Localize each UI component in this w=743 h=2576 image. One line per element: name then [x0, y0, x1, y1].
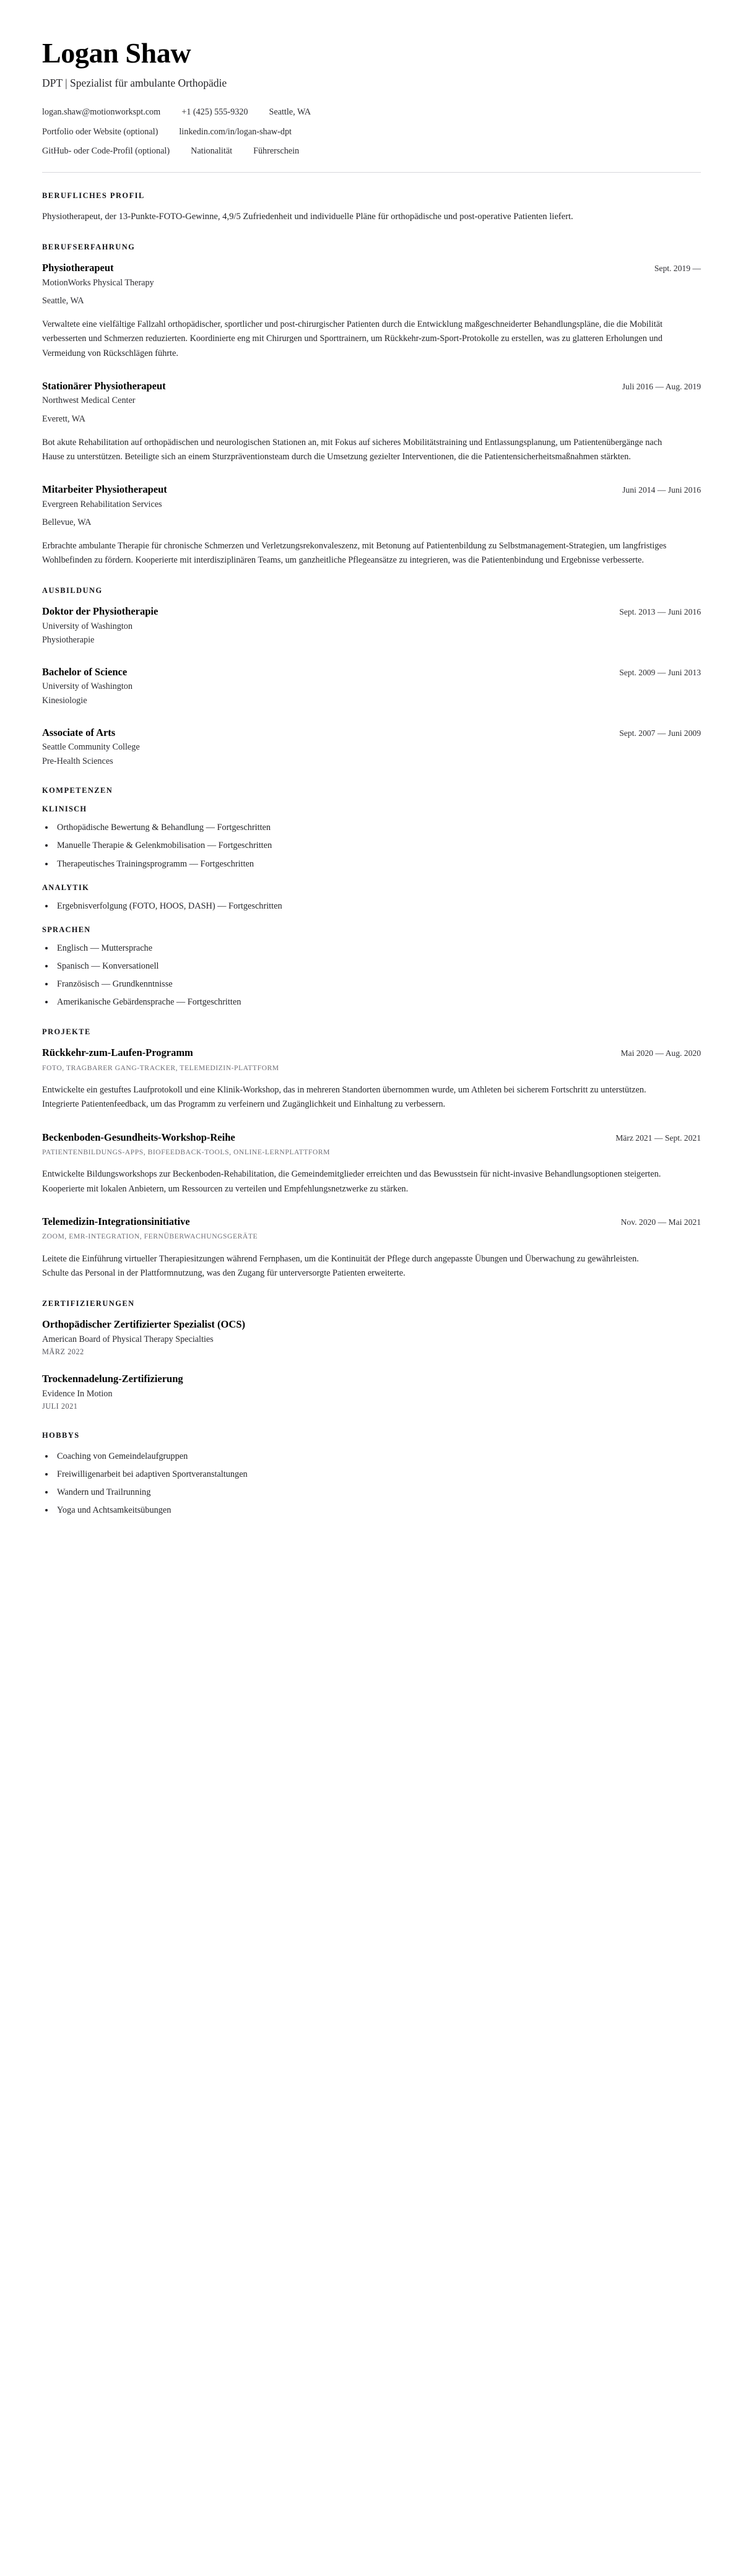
experience-location: Bellevue, WA — [42, 517, 92, 528]
section-summary — [42, 191, 701, 225]
list-item: Wandern und Trailrunning — [42, 1485, 701, 1499]
education-degree: Associate of Arts — [42, 726, 116, 738]
contact-linkedin[interactable]: linkedin.com/in/logan-shaw-dpt — [179, 126, 292, 137]
experience-organization: Northwest Medical Center — [42, 395, 136, 406]
experience-role: Stationärer Physiotherapeut — [42, 379, 166, 392]
experience-dates: Sept. 2019 — — [654, 264, 701, 274]
contact-phone[interactable]: +1 (425) 555-9320 — [181, 107, 248, 118]
education-field: Kinesiologie — [42, 695, 87, 706]
project-entry-head — [42, 1131, 701, 1144]
header-divider — [42, 172, 701, 173]
contact-nationality: Nationalität — [191, 146, 233, 157]
skills-list-clinical — [42, 821, 701, 870]
candidate-name: Logan Shaw — [42, 37, 191, 69]
project-entry — [42, 1131, 701, 1196]
project-tags: ZOOM, EMR-INTEGRATION, FERNÜBERWACHUNGSGERÄTE — [42, 1232, 258, 1241]
certification-name: Orthopädischer Zertifizierter Spezialist (OCS) — [42, 1318, 245, 1331]
contact-driving-licence: Führerschein — [253, 146, 300, 157]
resume-header — [42, 38, 701, 173]
education-entry-head — [42, 726, 701, 739]
project-entry — [42, 1215, 701, 1281]
section-title-skills: KOMPETENZEN — [42, 786, 113, 795]
education-school: University of Washington — [42, 681, 133, 692]
education-school: University of Washington — [42, 621, 133, 631]
contact-row-2 — [42, 126, 701, 137]
list-item: Manuelle Therapie & Gelenkmobilisation — Fortgeschritten — [42, 839, 701, 852]
experience-entry — [42, 483, 701, 568]
experience-entry-head — [42, 261, 701, 274]
education-dates: Sept. 2013 — Juni 2016 — [619, 607, 701, 617]
section-title-summary: BERUFLICHES PROFIL — [42, 191, 145, 200]
contact-portfolio[interactable]: Portfolio oder Website (optional) — [42, 126, 159, 137]
project-dates: Mai 2020 — Aug. 2020 — [620, 1048, 701, 1058]
section-title-hobbies: HOBBYS — [42, 1430, 80, 1440]
education-entry-head — [42, 605, 701, 618]
project-name: Beckenboden-Gesundheits-Workshop-Reihe — [42, 1131, 235, 1143]
certification-name: Trockennadelung-Zertifizierung — [42, 1373, 183, 1385]
skills-group-title-languages: SPRACHEN — [42, 925, 91, 934]
skills-list-analytics — [42, 899, 701, 913]
list-item: Ergebnisverfolgung (FOTO, HOOS, DASH) — Fortgeschritten — [42, 899, 701, 913]
project-entry-head — [42, 1046, 701, 1059]
list-item: Freiwilligenarbeit bei adaptiven Sportveranstaltungen — [42, 1467, 701, 1481]
contact-block — [42, 106, 701, 157]
section-skills — [42, 786, 701, 1009]
skills-group-title-analytics: ANALYTIK — [42, 883, 90, 892]
experience-organization: Evergreen Rehabilitation Services — [42, 499, 162, 509]
experience-entry-head — [42, 379, 701, 392]
contact-location: Seattle, WA — [269, 107, 311, 118]
experience-location: Seattle, WA — [42, 296, 84, 306]
certification-entry — [42, 1372, 701, 1412]
education-entry — [42, 665, 701, 707]
education-entry — [42, 605, 701, 647]
list-item: Coaching von Gemeindelaufgruppen — [42, 1450, 701, 1463]
experience-description: Verwaltete eine vielfältige Fallzahl orthopädischer, sportlicher und post-chirurgischer Patienten durch die Entwicklung maßgeschneiderter Behandlungspläne, die die Mobilität verbesserten und Schmerzen reduzierten. Koordinierte eng mit Chirurgen und Sporttrainern, um Rückkehr-zum-Sport-Protokolle zu erstellen, was zu glatteren Erholungen und Vermeidung von Rückschlägen führte. — [42, 319, 663, 358]
experience-role: Mitarbeiter Physiotherapeut — [42, 483, 167, 496]
summary-text: Physiotherapeut, der 13-Punkte-FOTO-Gewinne, 4,9/5 Zufriedenheit und individuelle Pläne für orthopädische und post-operative Patienten liefert. — [42, 211, 573, 222]
education-entry — [42, 726, 701, 768]
skills-group-title-clinical: KLINISCH — [42, 805, 87, 814]
contact-row-3 — [42, 145, 701, 157]
contact-github[interactable]: GitHub- oder Code-Profil (optional) — [42, 146, 170, 157]
section-hobbies — [42, 1431, 701, 1518]
experience-role: Physiotherapeut — [42, 262, 114, 274]
education-dates: Sept. 2007 — Juni 2009 — [619, 728, 701, 738]
education-degree: Bachelor of Science — [42, 665, 128, 678]
project-tags: PATIENTENBILDUNGS-APPS, BIOFEEDBACK-TOOLS, ONLINE-LERNPLATTFORM — [42, 1148, 330, 1157]
section-projects — [42, 1027, 701, 1281]
certification-issuer: Evidence In Motion — [42, 1388, 113, 1399]
project-entry-head — [42, 1215, 701, 1228]
project-dates: März 2021 — Sept. 2021 — [615, 1133, 701, 1143]
certification-issuer: American Board of Physical Therapy Specialties — [42, 1334, 214, 1344]
section-experience — [42, 243, 701, 568]
education-field: Pre-Health Sciences — [42, 756, 113, 766]
list-item: Französisch — Grundkenntnisse — [42, 977, 701, 991]
experience-entry — [42, 379, 701, 464]
experience-description: Erbrachte ambulante Therapie für chronische Schmerzen und Verletzungsrekonvaleszenz, mit Betonung auf Patientenbildung zu Selbstmanagement-Strategien, um langfristiges Wohlbefinden zu fördern. Kooperierte mit interdisziplinären Teams, um ganzheitliche Pflegeansätze zu integrieren, was die Patientenbindung und Ergebnisse verbesserte. — [42, 540, 667, 566]
contact-email[interactable]: logan.shaw@motionworkspt.com — [42, 107, 161, 118]
section-title-certifications: ZERTIFIZIERUNGEN — [42, 1299, 135, 1308]
list-item: Orthopädische Bewertung & Behandlung — Fortgeschritten — [42, 821, 701, 834]
project-description: Entwickelte Bildungsworkshops zur Beckenboden-Rehabilitation, die Gemeindemitglieder erreichten und das Bewusstsein für nicht-invasive Behandlungsoptionen steigerten. Kooperierte mit lokalen Anbietern, um Ressourcen zu verteilen und Empfehlungsnetzwerke zu stärken. — [42, 1169, 661, 1194]
education-degree: Doktor der Physiotherapie — [42, 605, 159, 618]
experience-dates: Juni 2014 — Juni 2016 — [622, 485, 701, 495]
project-tags: FOTO, TRAGBARER GANG-TRACKER, TELEMEDIZIN-PLATTFORM — [42, 1063, 279, 1072]
education-field: Physiotherapie — [42, 635, 95, 646]
experience-organization: MotionWorks Physical Therapy — [42, 277, 154, 288]
list-item: Englisch — Muttersprache — [42, 941, 701, 955]
project-description: Entwickelte ein gestuftes Laufprotokoll und eine Klinik-Workshop, das in mehreren Standorten übernommen wurde, um Athleten bei sicherem Fortschritt zu unterstützen. Integrierte Patientenfeedback, um das Programm zu verfeinern und Zugänglichkeit und Einhaltung zu verbessern. — [42, 1085, 646, 1110]
section-title-experience: BERUFSERFAHRUNG — [42, 243, 136, 252]
section-title-education: AUSBILDUNG — [42, 586, 103, 595]
project-description: Leitete die Einführung virtueller Therapiesitzungen während Fernphasen, um die Kontinuität der Pflege durch angepasste Übungen und Überwachung zu gewährleisten. Schulte das Personal in der Plattformnutzung, was den Zugang für unterversorgte Patienten erweiterte. — [42, 1253, 639, 1278]
section-certifications — [42, 1299, 701, 1412]
list-item: Spanisch — Konversationell — [42, 959, 701, 973]
project-name: Telemedizin-Integrationsinitiative — [42, 1215, 190, 1227]
experience-dates: Juli 2016 — Aug. 2019 — [622, 381, 701, 391]
list-item: Therapeutisches Trainingsprogramm — Fortgeschritten — [42, 857, 701, 871]
certification-date: MÄRZ 2022 — [42, 1347, 84, 1357]
project-dates: Nov. 2020 — Mai 2021 — [620, 1217, 701, 1227]
section-title-projects: PROJEKTE — [42, 1027, 91, 1037]
education-entry-head — [42, 665, 701, 678]
project-entry — [42, 1046, 701, 1112]
list-item: Amerikanische Gebärdensprache — Fortgeschritten — [42, 995, 701, 1009]
skills-list-languages — [42, 941, 701, 1009]
list-item: Yoga und Achtsamkeitsübungen — [42, 1503, 701, 1517]
education-school: Seattle Community College — [42, 742, 140, 753]
certification-date: JULI 2021 — [42, 1402, 78, 1411]
certification-entry — [42, 1318, 701, 1357]
contact-row-1 — [42, 106, 701, 118]
project-name: Rückkehr-zum-Laufen-Programm — [42, 1047, 193, 1059]
candidate-headline: DPT | Spezialist für ambulante Orthopädie — [42, 76, 227, 89]
education-dates: Sept. 2009 — Juni 2013 — [619, 667, 701, 677]
experience-description: Bot akute Rehabilitation auf orthopädischen und neurologischen Stationen an, mit Fokus auf sicheres Mobilitätstraining und Entlassungsplanung, um Patientenübergänge nach Hause zu unterstützen. Beteiligte sich an einem Sturzpräventionsteam durch die Umsetzung gezielter Interventionen, die die Patientensicherheitsmaßnahmen stärkten. — [42, 437, 663, 462]
hobbies-list — [42, 1450, 701, 1518]
experience-entry-head — [42, 483, 701, 496]
experience-location: Everett, WA — [42, 413, 85, 424]
section-education — [42, 586, 701, 767]
experience-entry — [42, 261, 701, 361]
